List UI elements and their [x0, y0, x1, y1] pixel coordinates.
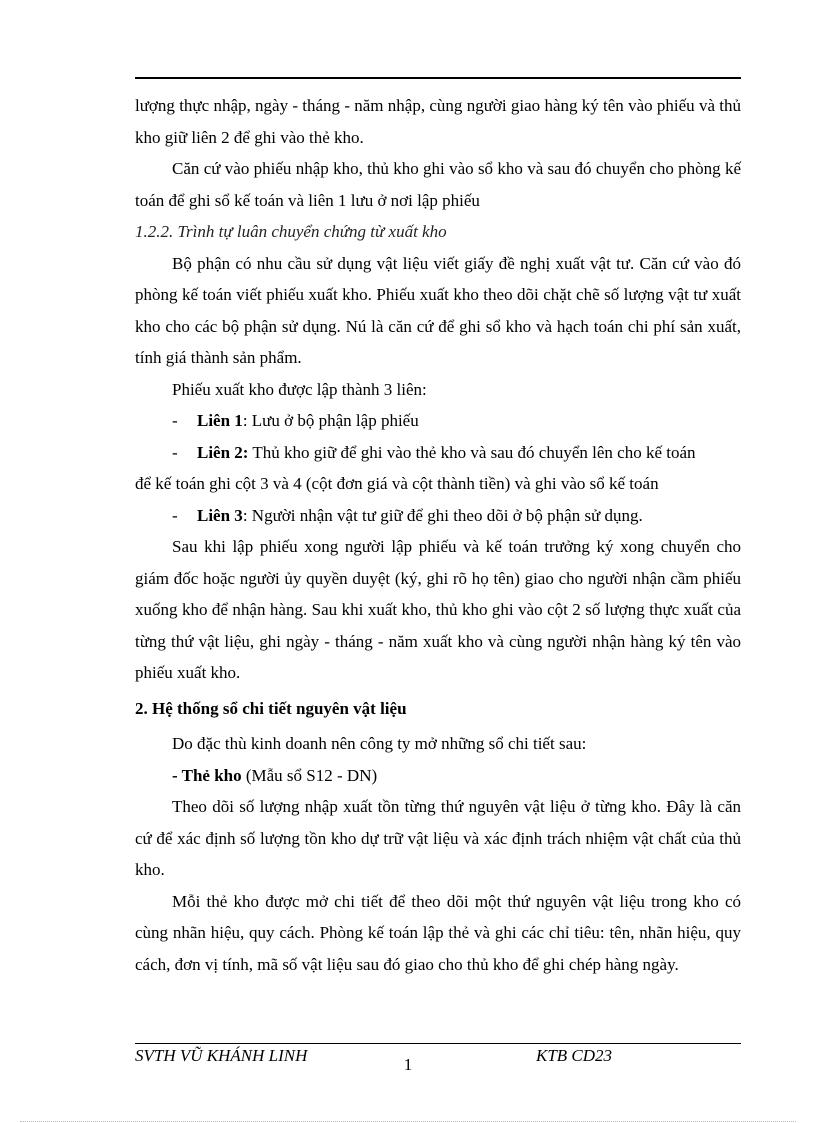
bullet-item-lien-3: [135, 500, 741, 532]
paragraph: Phiếu xuất kho được lập thành 3 liên:: [172, 379, 427, 399]
bullet-item-lien-2: [135, 437, 741, 469]
paragraph: Căn cứ vào phiếu nhập kho, thủ kho ghi vào sổ kho và sau đó chuyển cho phòng kế toán để ghi sổ kế toán và liên 1 lưu ở nơi lập phiếu: [135, 159, 741, 210]
bullet-dash: -: [172, 505, 178, 525]
bullet-continuation: để kế toán ghi cột 3 và 4 (cột đơn giá và cột thành tiền) và ghi vào sổ kế toán: [135, 474, 659, 493]
footer-class: KTB CD23: [536, 1046, 613, 1065]
paragraph: Sau khi lập phiếu xong người lập phiếu và kế toán trưởng ký xong chuyển cho giám đốc hoặc người ủy quyền duyệt (ký, ghi rõ họ tên) giao cho người nhận cầm phiếu xuống kho để nhận hàng. Sau khi xuất kho, thủ kho ghi vào cột 2 số lượng thực xuất của từng thứ vật liệu, ghi ngày - tháng - năm xuất kho và cùng người nhận hàng ký tên vào phiếu xuất kho.: [135, 537, 741, 682]
bullet-dash: -: [172, 411, 178, 430]
header-rule: [135, 77, 741, 79]
bullet-label: Liên 1: [197, 411, 243, 430]
paragraph: Do đặc thù kinh doanh nên công ty mở những sổ chi tiết sau:: [172, 734, 587, 753]
footer-rule: [135, 1043, 741, 1044]
page-body: [135, 90, 741, 980]
bullet-text: : Người nhận vật tư giữ để ghi theo dõi ở bộ phận sử dụng.: [242, 505, 643, 525]
paragraph: Bộ phận có nhu cầu sử dụng vật liệu viết giấy đề nghị xuất vật tư. Căn cứ vào đó phòng kế toán viết phiếu xuất kho. Phiếu xuất kho theo dõi chặt chẽ số lượng vật tư xuất kho cho các bộ phận sử dụng. Nú là căn cứ để ghi sổ kho và hạch toán chi phí sản xuất, tính giá thành sản phẩm.: [135, 253, 741, 367]
section-heading-2: 2. Hệ thống sổ chi tiết nguyên vật liệu: [135, 698, 407, 718]
the-kho-text: (Mẫu sổ S12 - DN): [241, 765, 378, 785]
bullet-label: Liên 3: [197, 505, 243, 525]
bullet-item-lien-1: [135, 405, 741, 437]
section-heading-1-2-2: 1.2.2. Trình tự luân chuyển chứng từ xuất kho: [135, 222, 447, 241]
paragraph: lượng thực nhập, ngày - tháng - năm nhập, cùng người giao hàng ký tên vào phiếu và thủ kho giữ liên 2 để ghi vào thẻ kho.: [135, 96, 741, 147]
footer-author: SVTH VŨ KHÁNH LINH: [135, 1046, 308, 1065]
bullet-text: Thủ kho giữ để ghi vào thẻ kho và sau đó chuyển lên cho kế toán: [248, 442, 696, 462]
page-number: 1: [403, 1055, 413, 1074]
bullet-label: Liên 2:: [197, 442, 249, 462]
the-kho-label: - Thẻ kho: [172, 765, 242, 785]
bullet-text: : Lưu ở bộ phận lập phiếu: [242, 411, 419, 430]
paragraph: Mỗi thẻ kho được mở chi tiết để theo dõi một thứ nguyên vật liệu trong kho có cùng nhãn hiệu, quy cách. Phòng kế toán lập thẻ và ghi các chỉ tiêu: tên, nhãn hiệu, quy cách, đơn vị tính, mã số vật liệu sau đó giao cho thủ kho để ghi chép hàng ngày.: [135, 891, 741, 974]
page-break-line: [20, 1121, 796, 1122]
paragraph: Theo dõi số lượng nhập xuất tồn từng thứ nguyên vật liệu ở từng kho. Đây là căn cứ để xác định số lượng tồn kho dự trữ vật liệu và xác định trách nhiệm vật chất của thủ kho.: [135, 797, 741, 879]
the-kho-line: [135, 760, 741, 792]
bullet-dash: -: [172, 442, 178, 462]
